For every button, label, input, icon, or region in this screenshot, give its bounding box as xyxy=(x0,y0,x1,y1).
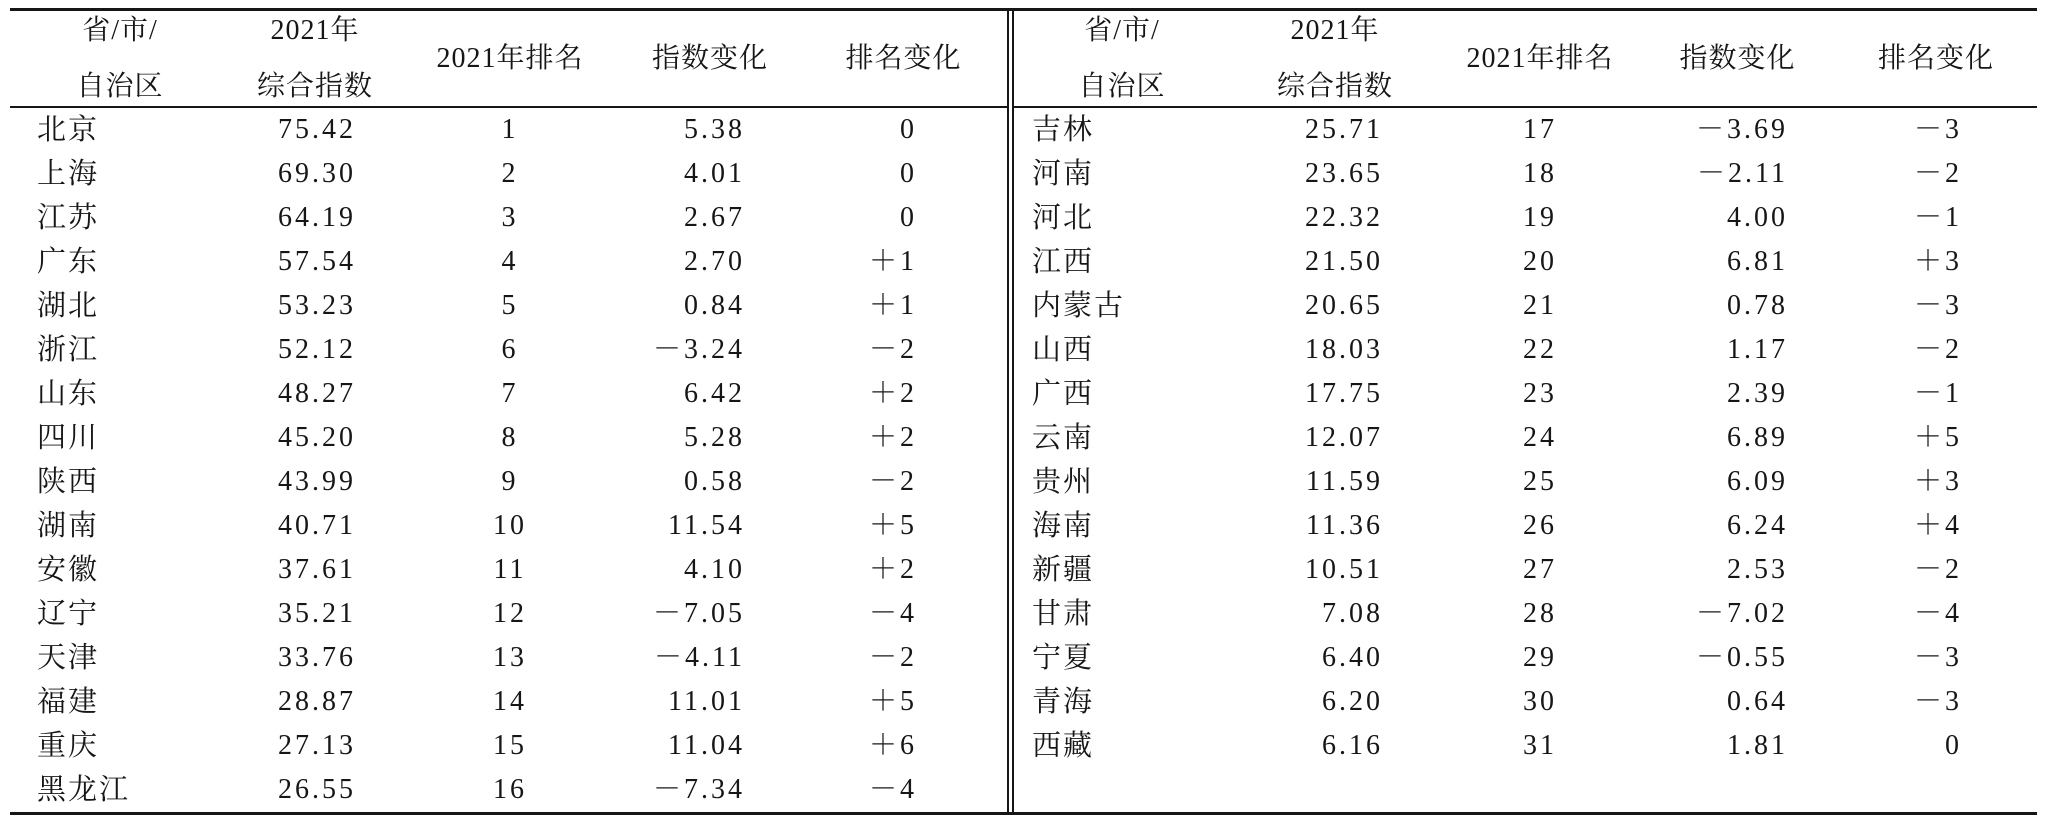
rank-2021-cell: 11 xyxy=(493,554,527,585)
index-change-cell: 11.54 xyxy=(668,510,745,541)
region-cell: 福建 xyxy=(37,686,100,718)
rank-change-cell: 0 xyxy=(900,114,917,145)
header-change-label: 指数变化 xyxy=(1679,42,1796,74)
rank-2021-cell: 6 xyxy=(501,334,519,365)
region-cell: 河北 xyxy=(1032,202,1095,234)
composite-index-cell: 21.50 xyxy=(1305,246,1383,277)
rank-change-cell: ＋5 xyxy=(868,510,917,541)
region-cell: 湖北 xyxy=(37,290,100,322)
rank-2021-cell: 22 xyxy=(1523,334,1557,365)
table-row xyxy=(1014,416,2037,460)
rank-2021-cell: 18 xyxy=(1523,158,1557,189)
index-change-cell: 2.53 xyxy=(1727,554,1788,585)
index-change-cell: 1.81 xyxy=(1727,730,1788,761)
table-row xyxy=(10,548,1007,592)
index-change-cell: －7.02 xyxy=(1695,598,1788,629)
header-row xyxy=(1014,11,2037,108)
rank-change-cell: 0 xyxy=(1945,730,1962,761)
header-index-change xyxy=(1640,11,1835,106)
rank-2021-cell: 26 xyxy=(1523,510,1557,541)
index-change-cell: －4.11 xyxy=(654,642,745,673)
rank-change-cell: －3 xyxy=(1913,290,1962,321)
rank-change-cell: －2 xyxy=(1913,158,1962,189)
composite-index-cell: 18.03 xyxy=(1305,334,1383,365)
rank-2021-cell: 17 xyxy=(1523,114,1557,145)
composite-index-cell: 11.36 xyxy=(1306,510,1383,541)
region-cell: 西藏 xyxy=(1032,730,1095,762)
rank-change-cell: ＋2 xyxy=(868,554,917,585)
table-row xyxy=(1014,548,2037,592)
header-region-line1: 省/市/ xyxy=(1084,14,1160,46)
rank-2021-cell: 25 xyxy=(1523,466,1557,497)
composite-index-cell: 27.13 xyxy=(278,730,356,761)
table-row xyxy=(10,768,1007,812)
table-row xyxy=(1014,196,2037,240)
table-row xyxy=(1014,372,2037,416)
rank-change-cell: －1 xyxy=(1913,202,1962,233)
rank-change-cell: －2 xyxy=(868,466,917,497)
table-row xyxy=(1014,328,2037,372)
table-row xyxy=(10,504,1007,548)
table-row xyxy=(1014,680,2037,724)
composite-index-cell: 6.20 xyxy=(1322,686,1383,717)
index-change-cell: 11.01 xyxy=(668,686,745,717)
rank-change-cell: ＋1 xyxy=(868,290,917,321)
composite-index-cell: 43.99 xyxy=(278,466,356,497)
composite-index-cell: 6.16 xyxy=(1322,730,1383,761)
rank-change-cell: ＋5 xyxy=(868,686,917,717)
rank-2021-cell: 19 xyxy=(1523,202,1557,233)
index-change-cell: 6.09 xyxy=(1727,466,1788,497)
table-row xyxy=(1014,636,2037,680)
region-cell: 辽宁 xyxy=(37,598,100,630)
rank-2021-cell: 7 xyxy=(501,378,519,409)
region-cell: 北京 xyxy=(37,114,100,146)
index-change-cell: 2.67 xyxy=(684,202,745,233)
region-cell: 内蒙古 xyxy=(1032,290,1126,322)
double-divider xyxy=(1007,11,1014,812)
region-cell: 河南 xyxy=(1032,158,1095,190)
composite-index-cell: 17.75 xyxy=(1305,378,1383,409)
rank-change-cell: －2 xyxy=(1913,334,1962,365)
rank-2021-cell: 29 xyxy=(1523,642,1557,673)
header-index-line2: 综合指数 xyxy=(256,70,373,102)
composite-index-cell: 12.07 xyxy=(1305,422,1383,453)
region-cell: 浙江 xyxy=(37,334,100,366)
table-right-half xyxy=(1014,11,2037,812)
header-rank xyxy=(400,11,620,106)
rank-2021-cell: 31 xyxy=(1523,730,1557,761)
region-cell: 广西 xyxy=(1032,378,1095,410)
region-cell: 云南 xyxy=(1032,422,1095,454)
header-rank-change xyxy=(1835,11,2037,106)
composite-index-cell: 28.87 xyxy=(278,686,356,717)
rank-change-cell: －2 xyxy=(868,334,917,365)
table-row xyxy=(1014,592,2037,636)
rank-2021-cell: 14 xyxy=(493,686,527,717)
rank-2021-cell: 2 xyxy=(501,158,519,189)
rank-change-cell: ＋2 xyxy=(868,422,917,453)
composite-index-cell: 11.59 xyxy=(1306,466,1383,497)
region-cell: 海南 xyxy=(1032,510,1095,542)
index-change-cell: 0.58 xyxy=(684,466,745,497)
header-region xyxy=(10,11,230,106)
table-row xyxy=(1014,284,2037,328)
region-cell: 宁夏 xyxy=(1032,642,1095,674)
rank-2021-cell: 30 xyxy=(1523,686,1557,717)
region-cell: 黑龙江 xyxy=(37,774,131,806)
region-cell: 安徽 xyxy=(37,554,100,586)
table-row xyxy=(1014,240,2037,284)
composite-index-cell: 20.65 xyxy=(1305,290,1383,321)
region-cell: 山东 xyxy=(37,378,100,410)
composite-index-cell: 53.23 xyxy=(278,290,356,321)
table-row xyxy=(10,152,1007,196)
rank-2021-cell: 10 xyxy=(493,510,527,541)
rank-change-cell: ＋6 xyxy=(868,730,917,761)
rank-2021-cell: 16 xyxy=(493,774,527,805)
rank-change-cell: －2 xyxy=(1913,554,1962,585)
rank-2021-cell: 5 xyxy=(501,290,519,321)
region-cell: 吉林 xyxy=(1032,114,1095,146)
region-cell: 江苏 xyxy=(37,202,100,234)
composite-index-cell: 23.65 xyxy=(1305,158,1383,189)
rank-change-cell: ＋1 xyxy=(868,246,917,277)
index-change-cell: 4.01 xyxy=(684,158,745,189)
composite-index-cell: 48.27 xyxy=(278,378,356,409)
index-change-cell: －3.69 xyxy=(1695,114,1788,145)
region-cell: 重庆 xyxy=(37,730,100,762)
table-body-right xyxy=(1014,108,2037,812)
header-rank-change-label: 排名变化 xyxy=(845,42,962,74)
index-change-cell: 11.04 xyxy=(668,730,745,761)
composite-index-cell: 52.12 xyxy=(278,334,356,365)
index-change-cell: 5.28 xyxy=(684,422,745,453)
composite-index-cell: 35.21 xyxy=(278,598,356,629)
index-change-cell: 4.10 xyxy=(684,554,745,585)
composite-index-cell: 7.08 xyxy=(1322,598,1383,629)
table-row xyxy=(1014,724,2037,768)
region-cell: 湖南 xyxy=(37,510,100,542)
rank-change-cell: －3 xyxy=(1913,686,1962,717)
header-rank-change-label: 排名变化 xyxy=(1877,42,1994,74)
index-change-cell: 2.39 xyxy=(1727,378,1788,409)
rank-2021-cell: 4 xyxy=(501,246,519,277)
composite-index-cell: 57.54 xyxy=(278,246,356,277)
table-left-half xyxy=(10,11,1007,812)
index-change-cell: 4.00 xyxy=(1727,202,1788,233)
table-row xyxy=(10,636,1007,680)
header-rank-label: 2021年排名 xyxy=(1466,42,1614,74)
rank-change-cell: －4 xyxy=(1913,598,1962,629)
region-cell: 上海 xyxy=(37,158,100,190)
composite-index-cell: 6.40 xyxy=(1322,642,1383,673)
provincial-index-table xyxy=(10,8,2037,815)
composite-index-cell: 45.20 xyxy=(278,422,356,453)
index-change-cell: 1.17 xyxy=(1727,334,1788,365)
index-change-cell: 6.81 xyxy=(1727,246,1788,277)
composite-index-cell: 25.71 xyxy=(1305,114,1383,145)
rank-change-cell: ＋5 xyxy=(1913,422,1962,453)
header-index-line1: 2021年 xyxy=(270,14,360,46)
rank-change-cell: ＋2 xyxy=(868,378,917,409)
composite-index-cell: 33.76 xyxy=(278,642,356,673)
header-region-line1: 省/市/ xyxy=(82,14,158,46)
index-change-cell: 6.89 xyxy=(1727,422,1788,453)
header-composite-index xyxy=(230,11,400,106)
rank-change-cell: 0 xyxy=(900,158,917,189)
header-index-change xyxy=(620,11,800,106)
rank-2021-cell: 13 xyxy=(493,642,527,673)
region-cell: 新疆 xyxy=(1032,554,1095,586)
composite-index-cell: 69.30 xyxy=(278,158,356,189)
rank-2021-cell: 3 xyxy=(501,202,519,233)
index-change-cell: 0.64 xyxy=(1727,686,1788,717)
rank-change-cell: －3 xyxy=(1913,114,1962,145)
header-index-line2: 综合指数 xyxy=(1276,70,1393,102)
index-change-cell: 6.42 xyxy=(684,378,745,409)
index-change-cell: －0.55 xyxy=(1695,642,1788,673)
table-row xyxy=(1014,152,2037,196)
rank-change-cell: －4 xyxy=(868,598,917,629)
composite-index-cell: 40.71 xyxy=(278,510,356,541)
header-region-line2: 自治区 xyxy=(1078,70,1166,102)
table-row xyxy=(10,108,1007,152)
index-change-cell: 5.38 xyxy=(684,114,745,145)
rank-2021-cell: 23 xyxy=(1523,378,1557,409)
header-row xyxy=(10,11,1007,108)
rank-2021-cell: 12 xyxy=(493,598,527,629)
region-cell: 广东 xyxy=(37,246,100,278)
rank-change-cell: ＋3 xyxy=(1913,246,1962,277)
region-cell: 陕西 xyxy=(37,466,100,498)
rank-change-cell: －4 xyxy=(868,774,917,805)
rank-2021-cell: 21 xyxy=(1523,290,1557,321)
header-composite-index xyxy=(1230,11,1440,106)
table-row xyxy=(10,724,1007,768)
region-cell: 四川 xyxy=(37,422,100,454)
rank-2021-cell: 28 xyxy=(1523,598,1557,629)
index-change-cell: －7.05 xyxy=(652,598,745,629)
region-cell: 江西 xyxy=(1032,246,1095,278)
table-row xyxy=(10,460,1007,504)
header-rank-label: 2021年排名 xyxy=(436,42,584,74)
index-change-cell: 0.78 xyxy=(1727,290,1788,321)
table-row xyxy=(1014,108,2037,152)
table-row xyxy=(10,240,1007,284)
header-change-label: 指数变化 xyxy=(651,42,768,74)
index-change-cell: －7.34 xyxy=(652,774,745,805)
rank-2021-cell: 24 xyxy=(1523,422,1557,453)
table-row xyxy=(10,284,1007,328)
rank-change-cell: 0 xyxy=(900,202,917,233)
composite-index-cell: 75.42 xyxy=(278,114,356,145)
composite-index-cell: 64.19 xyxy=(278,202,356,233)
table-row xyxy=(1014,460,2037,504)
composite-index-cell: 26.55 xyxy=(278,774,356,805)
index-change-cell: 0.84 xyxy=(684,290,745,321)
table-row-empty xyxy=(1014,768,2037,812)
rank-change-cell: －3 xyxy=(1913,642,1962,673)
composite-index-cell: 22.32 xyxy=(1305,202,1383,233)
header-rank xyxy=(1440,11,1640,106)
composite-index-cell: 37.61 xyxy=(278,554,356,585)
rank-2021-cell: 20 xyxy=(1523,246,1557,277)
table-row xyxy=(10,372,1007,416)
table-body-left xyxy=(10,108,1007,812)
table-row xyxy=(10,592,1007,636)
region-cell: 天津 xyxy=(37,642,100,674)
header-region xyxy=(1014,11,1230,106)
composite-index-cell: 10.51 xyxy=(1305,554,1383,585)
header-region-line2: 自治区 xyxy=(76,70,164,102)
region-cell: 青海 xyxy=(1032,686,1095,718)
rank-2021-cell: 15 xyxy=(493,730,527,761)
table-row xyxy=(10,328,1007,372)
region-cell: 甘肃 xyxy=(1032,598,1095,630)
region-cell: 山西 xyxy=(1032,334,1095,366)
table-row xyxy=(1014,504,2037,548)
table-row xyxy=(10,680,1007,724)
header-index-line1: 2021年 xyxy=(1290,14,1380,46)
table-row xyxy=(10,196,1007,240)
rank-2021-cell: 8 xyxy=(501,422,519,453)
table-row xyxy=(10,416,1007,460)
rank-2021-cell: 1 xyxy=(501,114,519,145)
rank-change-cell: －2 xyxy=(868,642,917,673)
rank-change-cell: －1 xyxy=(1913,378,1962,409)
region-cell: 贵州 xyxy=(1032,466,1095,498)
index-change-cell: －2.11 xyxy=(1697,158,1788,189)
rank-2021-cell: 27 xyxy=(1523,554,1557,585)
header-rank-change xyxy=(800,11,1007,106)
index-change-cell: 2.70 xyxy=(684,246,745,277)
index-change-cell: －3.24 xyxy=(652,334,745,365)
rank-change-cell: ＋3 xyxy=(1913,466,1962,497)
rank-2021-cell: 9 xyxy=(501,466,519,497)
rank-change-cell: ＋4 xyxy=(1913,510,1962,541)
index-change-cell: 6.24 xyxy=(1727,510,1788,541)
